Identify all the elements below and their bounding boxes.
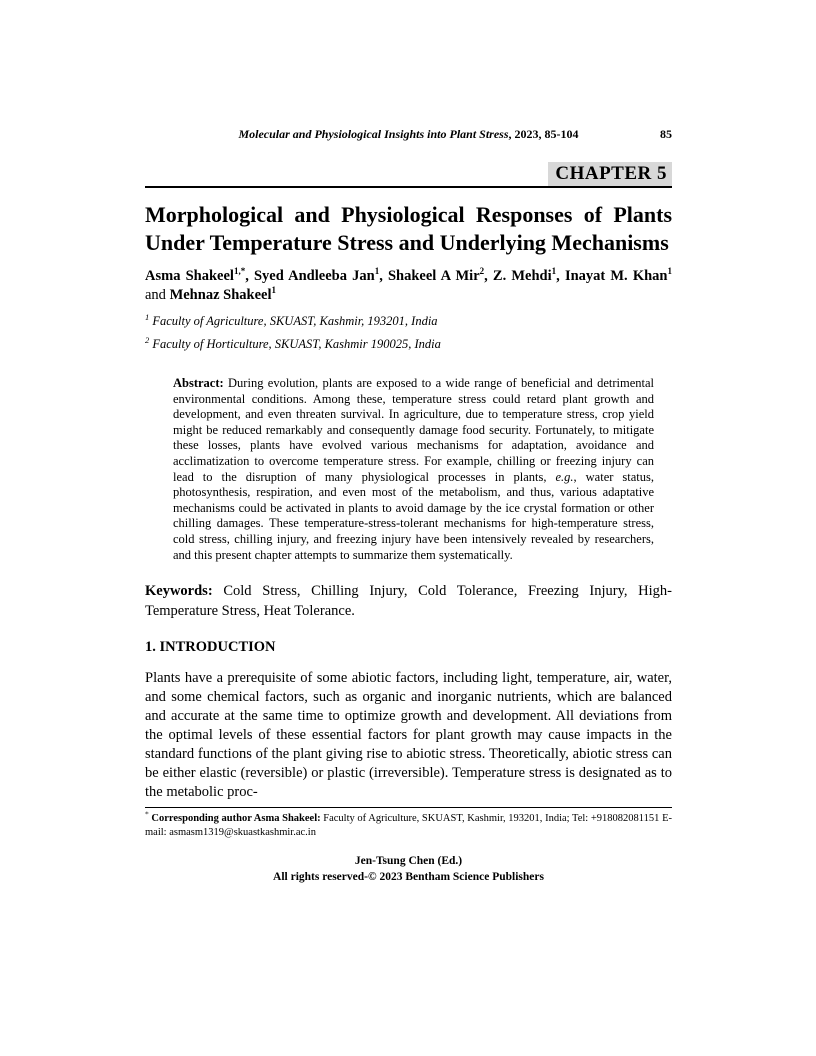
chapter-label: CHAPTER 5 [548, 162, 672, 186]
author-superscript: 1,* [233, 266, 246, 277]
keywords-text: Cold Stress, Chilling Injury, Cold Tolerance, Freezing Injury, High-Temperature Stress, Heat Tolerance. [145, 583, 672, 619]
author-name-part: Inayat M. Khan [564, 268, 668, 284]
affiliation-1-marker: 1 [145, 311, 150, 322]
author-name-part: , [379, 268, 388, 284]
author-name-part: , [556, 268, 565, 284]
page-number: 85 [660, 127, 672, 141]
author-name-part: Mehnaz Shakeel [169, 287, 272, 303]
running-head [145, 127, 672, 141]
keywords-label: Keywords: [145, 583, 213, 600]
affiliation-2-marker: 2 [145, 334, 150, 345]
rights-line: All rights reserved-© 2023 Bentham Science Publishers [273, 871, 544, 884]
author-name-part: , [245, 268, 254, 284]
author-name-part: , [484, 268, 493, 284]
book-title: Molecular and Physiological Insights into Plant Stress [238, 127, 509, 141]
section-heading-introduction: 1. INTRODUCTION [145, 639, 276, 656]
affiliation-1 [145, 313, 672, 329]
author-name-part: Shakeel A Mir [387, 268, 480, 284]
author-name-part: and [145, 287, 170, 303]
citation-suffix: , 2023, 85-104 [508, 127, 579, 141]
chapter-title: Morphological and Physiological Responses of Plants Under Temperature Stress and Underlying Mechanisms [145, 202, 672, 255]
author-superscript: 1 [374, 266, 380, 277]
affiliation-2-text: Faculty of Horticulture, SKUAST, Kashmir 190025, India [149, 337, 441, 351]
footnote-bold-label: Corresponding author Asma Shakeel: [148, 813, 321, 825]
author-line [145, 267, 672, 305]
affiliation-1-text: Faculty of Agriculture, SKUAST, Kashmir, 193201, India [149, 314, 438, 328]
editor-line: Jen-Tsung Chen (Ed.) [354, 855, 463, 868]
footnote-marker: * [145, 809, 149, 819]
publisher-imprint [145, 853, 672, 885]
abstract-text-part1: During evolution, plants are exposed to a wide range of beneficial and detrimental environmental conditions. Among these, temperature stress could retard plant growth and development, and even threaten survival. In agriculture, due to temperature stress, crop yield might be reduced remarkably and consequently damage food security. Fortunately, to mitigate these losses, plants have evolved various mechanisms for adaptation, avoidance and acclimatization to overcome temperature stress. For example, chilling or freezing injury can lead to the disruption of many physiological processes in plants, [173, 376, 654, 484]
author-name-part: Z. Mehdi [492, 268, 552, 284]
abstract [173, 376, 654, 563]
corresponding-author-footnote [145, 807, 672, 840]
affiliations [145, 313, 672, 352]
footnote-text: Faculty of Agriculture, SKUAST, Kashmir, 193201, India; Tel: +918082081151 E-mail: asmasm1319@skuastkashmir.ac.in [145, 813, 672, 839]
page-content [145, 127, 672, 885]
author-name-part: Syed Andleeba Jan [253, 268, 375, 284]
abstract-text-part2: , water status, photosynthesis, respiration, and even most of the metabolism, and thus, various adaptative mechanisms could be activated in plants to avoid damage by the ice crystal formation or other chilling damages. These temperature-stress-tolerant mechanisms for high-temperature stress, cold stress, chilling injury, and freezing injury have been intensively revealed by researchers, and this present chapter attempts to summarize them systematically. [173, 469, 654, 562]
abstract-label: Abstract: [173, 376, 224, 390]
author-superscript: 1 [551, 266, 557, 277]
affiliation-2 [145, 336, 672, 352]
section-body-introduction: Plants have a prerequisite of some abiotic factors, including light, temperature, air, water, and some chemical factors, such as organic and inorganic nutrients, which are balanced and accurate at the same time to optimize growth and development. All deviations from the optimal levels of these essential factors for plant growth may cause impacts in the standard functions of the plant giving rise to abiotic stress. Theoretically, abiotic stress can be either elastic (reversible) or plastic (irreversible). Temperature stress is designated as to the metabolic proc- [145, 670, 672, 801]
author-name-part: Asma Shakeel [145, 268, 234, 284]
author-superscript: 1 [667, 266, 672, 277]
author-superscript: 2 [479, 266, 485, 277]
author-superscript: 1 [271, 285, 276, 296]
keywords [145, 582, 672, 621]
running-head-citation [238, 127, 578, 141]
chapter-banner-row [145, 162, 672, 188]
abstract-italic-term: e.g. [555, 469, 574, 484]
